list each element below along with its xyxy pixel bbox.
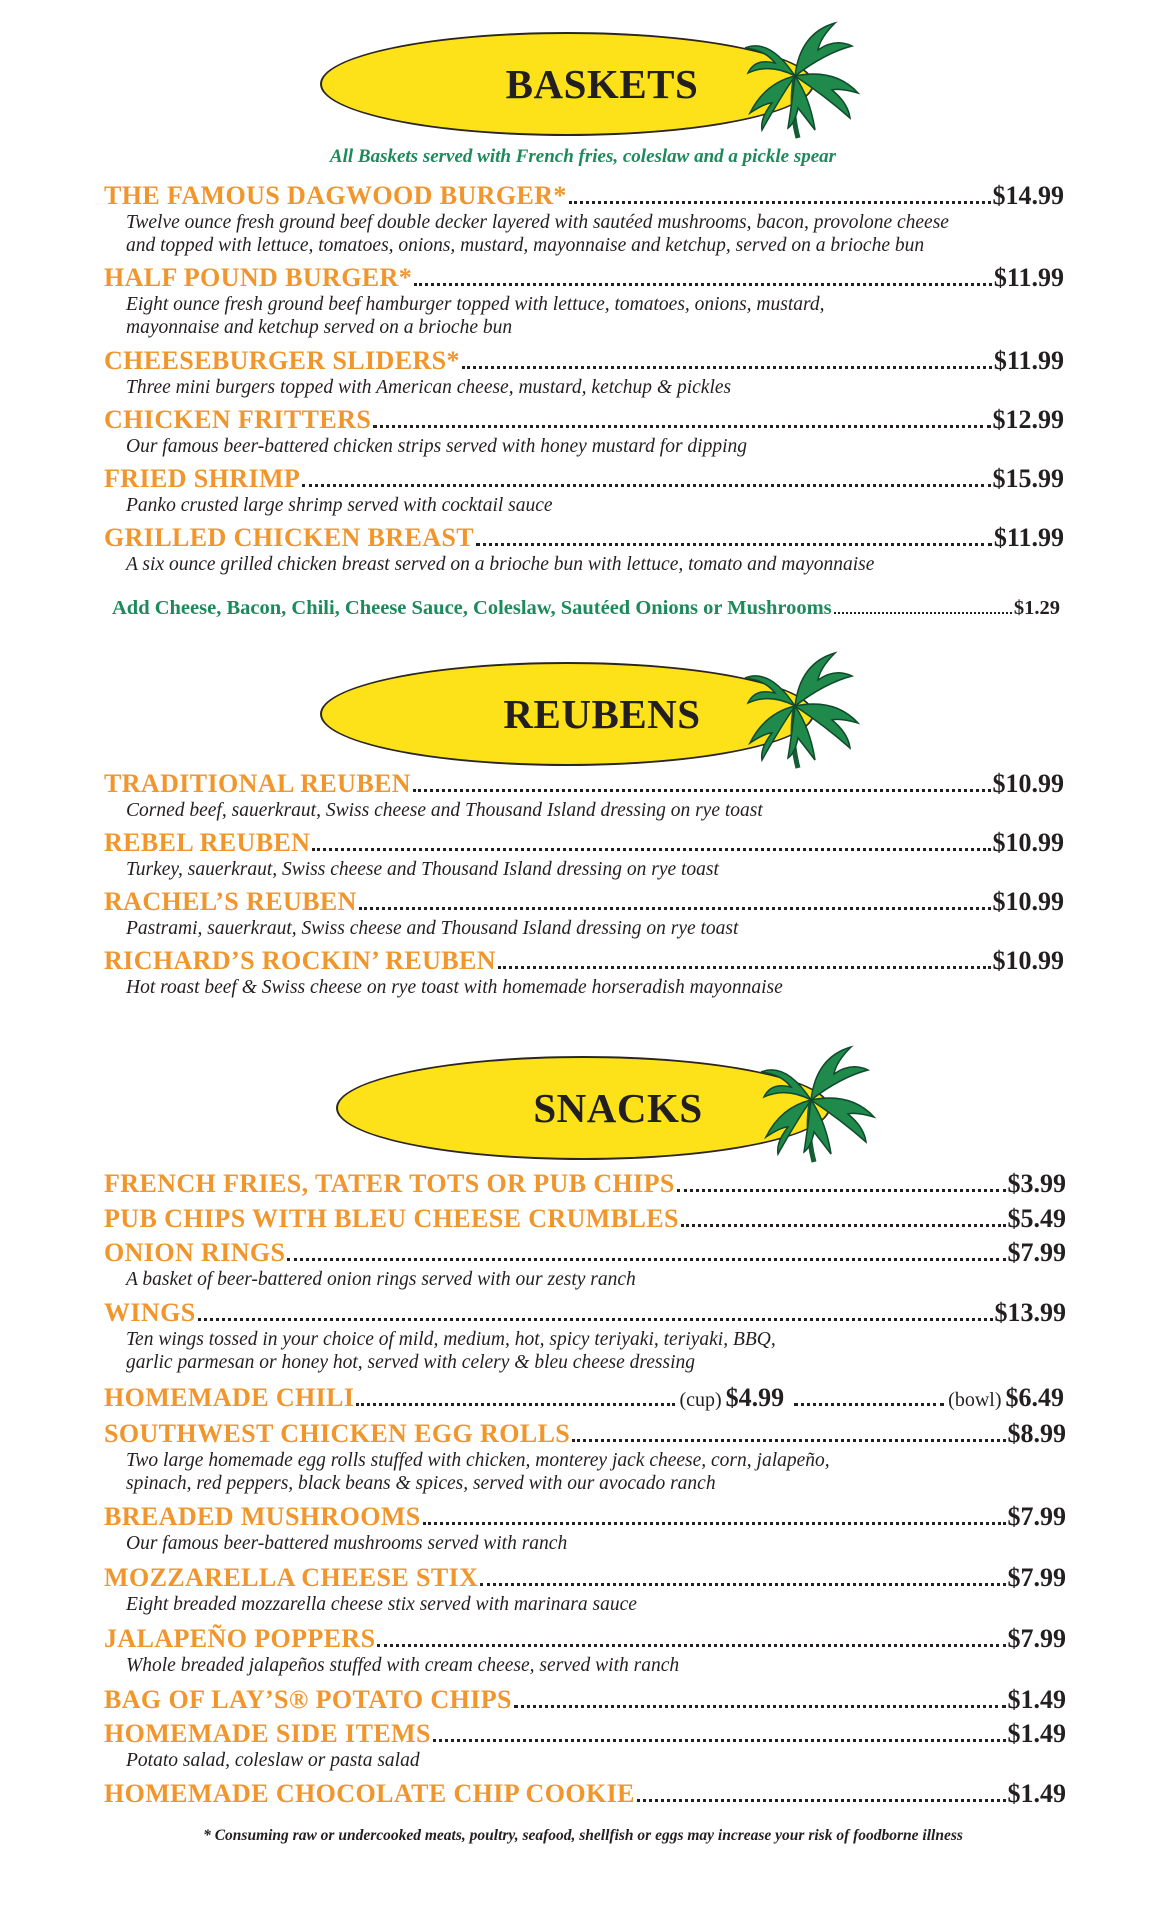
item-description: Our famous beer-battered mushrooms served with ranch xyxy=(126,1533,568,1554)
dot-leader xyxy=(373,425,990,428)
addon-label: Add Cheese, Bacon, Chili, Cheese Sauce, Coleslaw, Sautéed Onions or Mushrooms xyxy=(112,597,832,619)
item-name: JALAPEÑO POPPERS xyxy=(104,1624,376,1653)
item-name: BREADED MUSHROOMS xyxy=(104,1502,421,1531)
item-name: FRENCH FRIES, TATER TOTS OR PUB CHIPS xyxy=(104,1169,675,1198)
menu-item xyxy=(104,769,1064,822)
item-name: HOMEMADE SIDE ITEMS xyxy=(104,1719,431,1748)
item-price: $5.49 xyxy=(1007,1204,1066,1233)
item-description: Hot roast beef & Swiss cheese on rye toast with homemade horseradish mayonnaise xyxy=(126,977,783,998)
item-name: HALF POUND BURGER* xyxy=(104,263,413,292)
menu-item xyxy=(104,464,1064,517)
item-description: Panko crusted large shrimp served with cocktail sauce xyxy=(126,495,553,516)
item-price: $8.99 xyxy=(1007,1419,1066,1448)
addon-price: $1.29 xyxy=(1013,597,1060,619)
palm-tree-icon xyxy=(740,18,860,143)
dot-leader xyxy=(287,1258,1005,1261)
menu-item xyxy=(104,1169,1066,1199)
palm-tree-icon xyxy=(756,1042,876,1167)
dot-leader xyxy=(498,966,991,969)
item-price: $10.99 xyxy=(992,828,1064,857)
item-price: $7.99 xyxy=(1007,1624,1066,1653)
dot-leader xyxy=(677,1189,1006,1192)
item-name: TRADITIONAL REUBEN xyxy=(104,769,411,798)
item-name: THE FAMOUS DAGWOOD BURGER* xyxy=(104,181,567,210)
section-title: SNACKS xyxy=(533,1085,703,1131)
menu-item xyxy=(104,828,1064,881)
dot-leader xyxy=(794,1403,944,1406)
item-description: A basket of beer-battered onion rings served with our zesty ranch xyxy=(126,1269,636,1290)
menu-item xyxy=(104,1204,1066,1234)
item-price: $11.99 xyxy=(993,523,1064,552)
dot-leader xyxy=(312,848,990,851)
item-description: Eight ounce fresh ground beef hamburger topped with lettuce, tomatoes, onions, mustard, mayonnaise and ketchup served on a brioche bun xyxy=(126,294,825,338)
item-price: $12.99 xyxy=(992,405,1064,434)
item-name: BAG OF LAY’S® POTATO CHIPS xyxy=(104,1685,512,1714)
item-name: RICHARD’S ROCKIN’ REUBEN xyxy=(104,946,496,975)
menu-item xyxy=(104,263,1064,339)
item-price: $15.99 xyxy=(992,464,1064,493)
menu-item xyxy=(104,405,1064,458)
item-name: CHEESEBURGER SLIDERS* xyxy=(104,346,460,375)
menu-item xyxy=(104,523,1064,576)
cup-price: $4.99 xyxy=(725,1383,785,1412)
item-price: $3.99 xyxy=(1007,1169,1066,1198)
dot-leader xyxy=(681,1224,1006,1227)
item-name: WINGS xyxy=(104,1298,196,1327)
dot-leader xyxy=(302,484,990,487)
reubens-banner xyxy=(320,648,880,778)
item-name: GRILLED CHICKEN BREAST xyxy=(104,523,474,552)
dot-leader xyxy=(637,1799,1006,1802)
dot-leader xyxy=(413,789,991,792)
item-description: Turkey, sauerkraut, Swiss cheese and Thousand Island dressing on rye toast xyxy=(126,859,719,880)
item-price: $10.99 xyxy=(992,769,1064,798)
menu-item xyxy=(104,181,1064,257)
menu-item xyxy=(104,946,1064,999)
item-price: $7.99 xyxy=(1007,1563,1066,1592)
menu-item xyxy=(104,346,1064,399)
dot-leader xyxy=(423,1522,1006,1525)
item-price: $7.99 xyxy=(1007,1502,1066,1531)
item-description: Potato salad, coleslaw or pasta salad xyxy=(126,1750,420,1771)
menu-item xyxy=(104,1563,1066,1616)
item-description: A six ounce grilled chicken breast served on a brioche bun with lettuce, tomato and mayonnaise xyxy=(126,554,875,575)
dot-leader xyxy=(480,1583,1005,1586)
item-name: SOUTHWEST CHICKEN EGG ROLLS xyxy=(104,1419,571,1448)
bowl-label: (bowl) xyxy=(948,1389,1002,1411)
item-price: $10.99 xyxy=(992,887,1064,916)
menu-item xyxy=(104,1624,1066,1677)
dot-leader xyxy=(433,1739,1006,1742)
menu-item xyxy=(104,1419,1066,1495)
dot-leader xyxy=(834,612,1012,614)
menu-item-homemade-chili xyxy=(104,1383,1064,1413)
bowl-price: $6.49 xyxy=(1005,1383,1064,1412)
item-name: MOZZARELLA CHEESE STIX xyxy=(104,1563,479,1592)
dot-leader xyxy=(414,283,992,286)
section-title: BASKETS xyxy=(505,61,699,107)
dot-leader xyxy=(514,1705,1006,1708)
item-name: ONION RINGS xyxy=(104,1238,286,1267)
item-name: CHICKEN FRITTERS xyxy=(104,405,372,434)
cup-label: (cup) xyxy=(679,1389,722,1411)
item-price: $11.99 xyxy=(993,263,1064,292)
dot-leader xyxy=(476,543,992,546)
dot-leader xyxy=(377,1644,1005,1647)
section-title: REUBENS xyxy=(503,691,701,737)
menu-item xyxy=(104,887,1064,940)
item-price: $1.49 xyxy=(1007,1719,1066,1748)
baskets-addon xyxy=(112,597,1060,620)
dot-leader xyxy=(359,907,991,910)
palm-tree-icon xyxy=(740,648,860,773)
dot-leader xyxy=(569,201,991,204)
dot-leader xyxy=(198,1318,993,1321)
menu-item xyxy=(104,1238,1066,1291)
item-name: RACHEL’S REUBEN xyxy=(104,887,357,916)
item-description: Twelve ounce fresh ground beef double decker layered with sautéed mushrooms, bacon, provolone cheese and topped with lettuce, tomatoes, onions, mustard, mayonnaise and ketchup, served on a brioche bun xyxy=(126,212,949,256)
item-description: Ten wings tossed in your choice of mild, medium, hot, spicy teriyaki, teriyaki, BBQ, garlic parmesan or honey hot, served with celery & bleu cheese dressing xyxy=(126,1329,776,1373)
item-name: REBEL REUBEN xyxy=(104,828,311,857)
item-price: $7.99 xyxy=(1007,1238,1066,1267)
menu-item xyxy=(104,1779,1066,1809)
item-description: Eight breaded mozzarella cheese stix served with marinara sauce xyxy=(126,1594,637,1615)
item-price: $11.99 xyxy=(993,346,1064,375)
menu-item xyxy=(104,1685,1066,1715)
footnote: * Consuming raw or undercooked meats, poultry, seafood, shellfish or eggs may increase your risk of foodborne illness xyxy=(203,1827,963,1844)
item-name: PUB CHIPS WITH BLEU CHEESE CRUMBLES xyxy=(104,1204,679,1233)
item-description: Corned beef, sauerkraut, Swiss cheese and Thousand Island dressing on rye toast xyxy=(126,800,763,821)
snacks-banner xyxy=(336,1042,896,1172)
dot-leader xyxy=(572,1439,1005,1442)
menu-item xyxy=(104,1502,1066,1555)
item-name: HOMEMADE CHOCOLATE CHIP COOKIE xyxy=(104,1779,635,1808)
item-price: $10.99 xyxy=(992,946,1064,975)
item-description: Pastrami, sauerkraut, Swiss cheese and Thousand Island dressing on rye toast xyxy=(126,918,739,939)
item-price: $14.99 xyxy=(992,181,1064,210)
dot-leader xyxy=(462,366,992,369)
menu-item xyxy=(104,1719,1066,1772)
item-price: $1.49 xyxy=(1007,1779,1066,1808)
item-description: Our famous beer-battered chicken strips served with honey mustard for dipping xyxy=(126,436,748,457)
item-description: Three mini burgers topped with American cheese, mustard, ketchup & pickles xyxy=(126,377,732,398)
item-name: FRIED SHRIMP xyxy=(104,464,301,493)
item-price: $13.99 xyxy=(994,1298,1066,1327)
baskets-note: All Baskets served with French fries, coleslaw and a pickle spear xyxy=(329,146,837,167)
item-price: $1.49 xyxy=(1007,1685,1066,1714)
item-description: Two large homemade egg rolls stuffed with chicken, monterey jack cheese, corn, jalapeño, spinach, red peppers, black beans & spices, served with our avocado ranch xyxy=(126,1450,830,1494)
menu-item xyxy=(104,1298,1066,1374)
item-description: Whole breaded jalapeños stuffed with cream cheese, served with ranch xyxy=(126,1655,680,1676)
baskets-banner xyxy=(320,18,880,148)
item-name: HOMEMADE CHILI xyxy=(104,1383,355,1412)
dot-leader xyxy=(356,1403,675,1406)
